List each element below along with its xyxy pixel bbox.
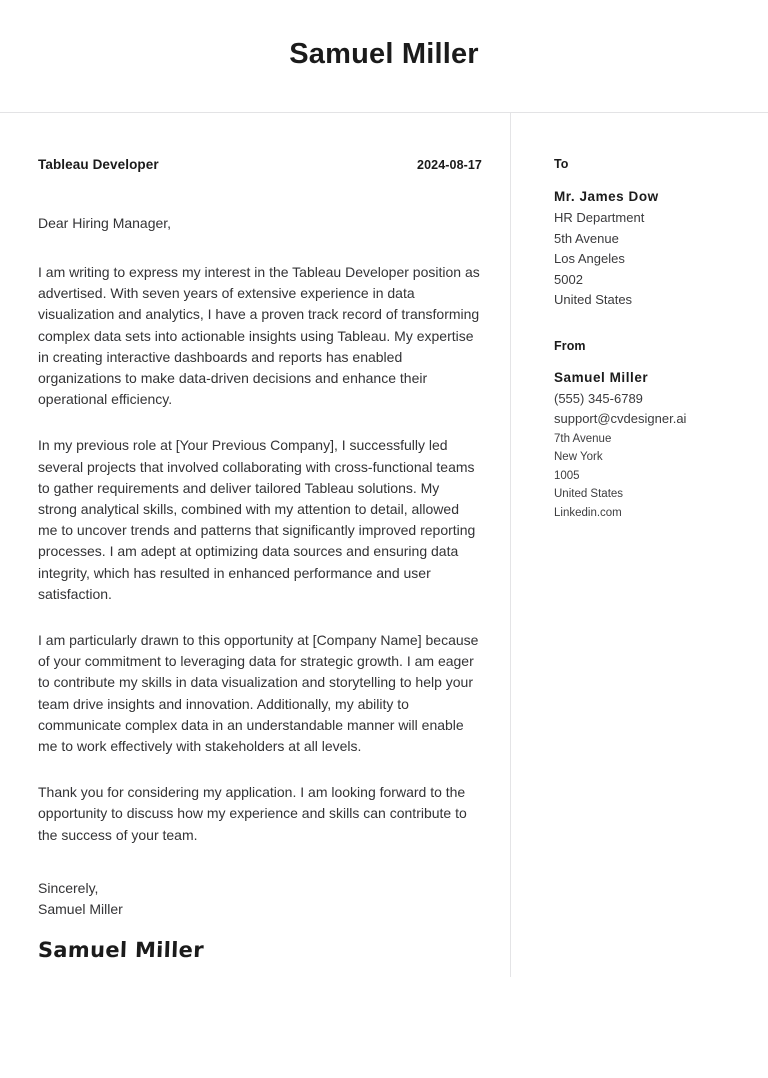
letter-meta-row [38,157,482,172]
letter-closing-block [38,878,482,920]
sender-line: United States [554,488,624,501]
recipient-line: 5002 [554,271,583,287]
letter-paragraph: I am particularly drawn to this opportunity at [Company Name] because of your commitment to leveraging data for strategic growth. I am eager to contribute my skills in data visualization and storytelling to help your team drive insights and innovation. Additionally, my ability to communicate complex data in an understandable manner will enable me to work effectively with stakeholders at all levels. [38,632,479,755]
closing-salutation: Sincerely, [38,879,99,896]
recipient-label: To [554,157,569,171]
page-title: Samuel Miller [289,37,479,70]
recipient-line: HR Department [554,210,645,225]
sender-line: New York [554,451,603,464]
sender-label: From [554,338,586,353]
salutation: Dear Hiring Manager, [38,215,172,231]
sender-phone: (555) 345-6789 [554,390,643,406]
sender-line: 7th Avenue [554,432,612,445]
recipient-line: 5th Avenue [554,230,619,246]
recipient-name: Mr. James Dow [554,189,659,204]
letter-main-column [0,113,510,962]
sender-name: Samuel Miller [554,369,649,385]
letter-header [0,0,768,113]
job-title: Tableau Developer [38,157,159,172]
signature: Samuel Miller [37,938,205,963]
letter-paragraph: In my previous role at [Your Previous Company], I successfully led several projects that involved collaborating with cross-functional teams to gather requirements and deliver tailored Tableau solutions. My strong analytical skills, combined with my attention to detail, allowed me to uncover trends and patterns that significantly improved reporting processes. I am adept at optimizing data sources and ensuring data integrity, which has resulted in enhanced performance and user satisfaction. [38,437,476,602]
sender-line: 1005 [554,469,580,482]
sender-email: support@cvdesigner.ai [554,411,687,426]
recipient-line: United States [554,292,633,307]
sender-block [554,339,748,523]
letter-paragraph: Thank you for considering my application. I am looking forward to the opportunity to discuss how my experience and skills can contribute to the success of your team. [38,784,467,843]
recipient-line: Los Angeles [554,251,625,266]
letter-body [0,113,768,977]
recipient-block [554,157,748,311]
letter-date: 2024-08-17 [417,158,482,172]
letter-paragraph: I am writing to express my interest in the Tableau Developer position as advertised. With seven years of extensive experience in data visualization and analytics, I have a proven track record of transforming complex data sets into actionable insights using Tableau. My expertise in creating interactive dashboards and reports has enabled organizations to make data-driven decisions and enhance their operational efficiency. [38,264,480,408]
sender-website: Linkedin.com [554,506,622,519]
letter-side-column [511,113,768,522]
closing-name: Samuel Miller [38,901,123,918]
